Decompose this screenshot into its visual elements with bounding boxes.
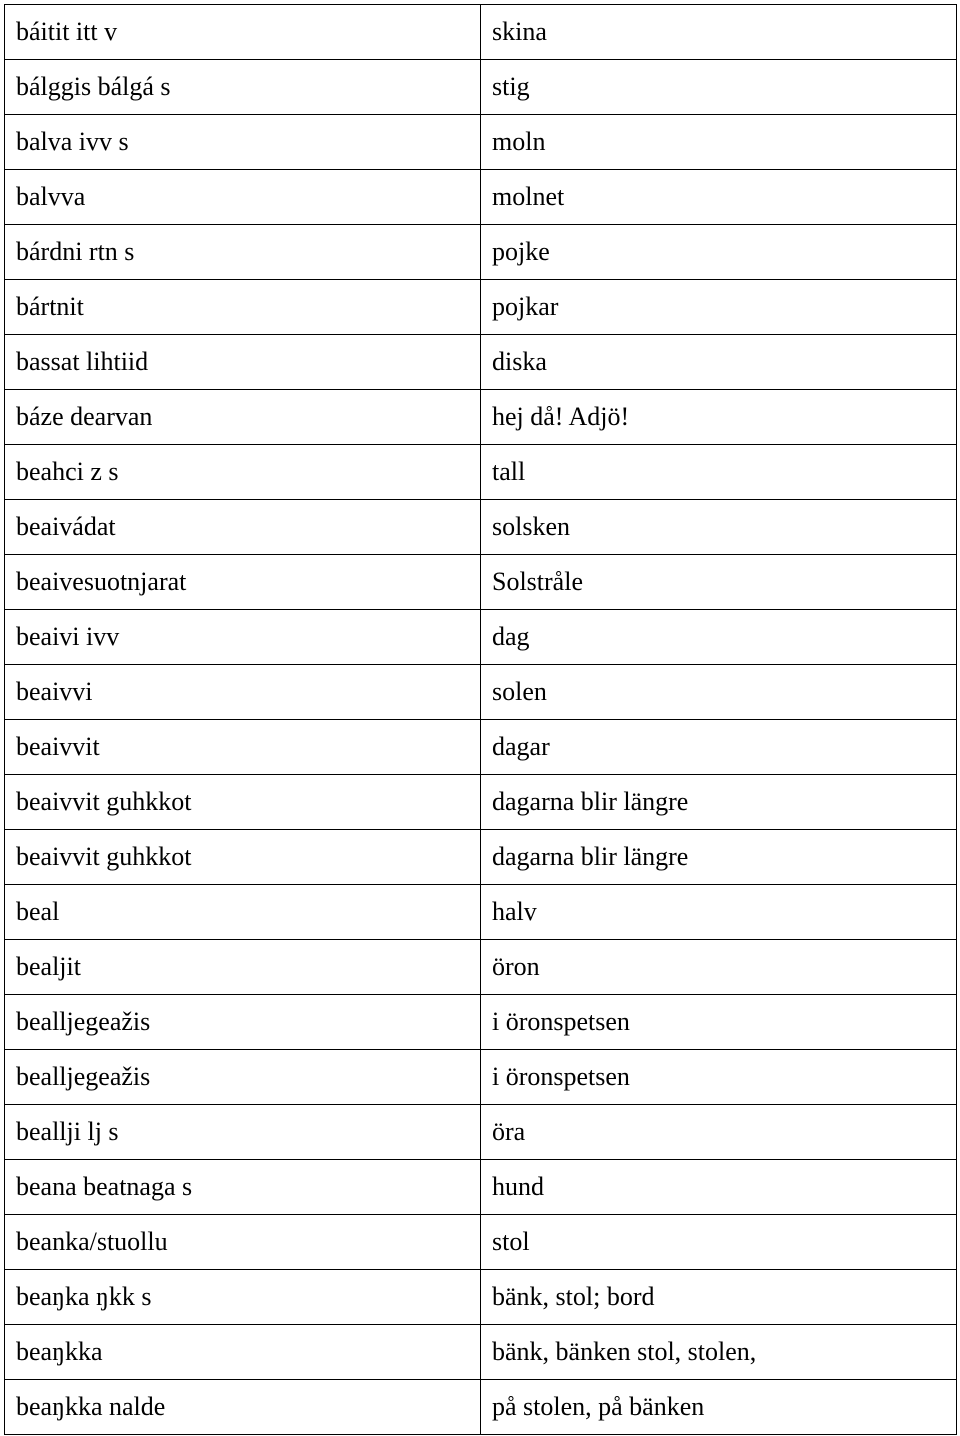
table-row [5, 830, 957, 885]
table-row [5, 1380, 957, 1435]
sami-word-cell: beal [5, 885, 481, 940]
sami-word-cell: beaivvit guhkkot [5, 775, 481, 830]
swedish-translation-cell: tall [481, 445, 957, 500]
table-row [5, 445, 957, 500]
swedish-translation-cell: i öronspetsen [481, 1050, 957, 1105]
table-row [5, 60, 957, 115]
sami-word-cell: beaŋkka [5, 1325, 481, 1380]
sami-word-cell: bealjit [5, 940, 481, 995]
swedish-translation-cell: bänk, stol; bord [481, 1270, 957, 1325]
swedish-translation-cell: hund [481, 1160, 957, 1215]
swedish-translation-cell: molnet [481, 170, 957, 225]
table-row [5, 500, 957, 555]
table-row [5, 1325, 957, 1380]
swedish-translation-cell: pojke [481, 225, 957, 280]
sami-word-cell: beaivvit guhkkot [5, 830, 481, 885]
swedish-translation-cell: solsken [481, 500, 957, 555]
swedish-translation-cell: öra [481, 1105, 957, 1160]
swedish-translation-cell: i öronspetsen [481, 995, 957, 1050]
glossary-body [5, 5, 957, 1435]
swedish-translation-cell: dagarna blir längre [481, 830, 957, 885]
table-row [5, 390, 957, 445]
sami-word-cell: beana beatnaga s [5, 1160, 481, 1215]
swedish-translation-cell: på stolen, på bänken [481, 1380, 957, 1435]
table-row [5, 555, 957, 610]
swedish-translation-cell: hej då! Adjö! [481, 390, 957, 445]
swedish-translation-cell: stol [481, 1215, 957, 1270]
table-row [5, 995, 957, 1050]
sami-word-cell: beaivádat [5, 500, 481, 555]
swedish-translation-cell: pojkar [481, 280, 957, 335]
swedish-translation-cell: dagarna blir längre [481, 775, 957, 830]
swedish-translation-cell: stig [481, 60, 957, 115]
table-row [5, 335, 957, 390]
swedish-translation-cell: öron [481, 940, 957, 995]
table-row [5, 665, 957, 720]
glossary-table [4, 4, 957, 1435]
swedish-translation-cell: Solstråle [481, 555, 957, 610]
sami-word-cell: beanka/stuollu [5, 1215, 481, 1270]
sami-word-cell: bártnit [5, 280, 481, 335]
table-row [5, 225, 957, 280]
sami-word-cell: beaŋka ŋkk s [5, 1270, 481, 1325]
table-row [5, 1215, 957, 1270]
swedish-translation-cell: skina [481, 5, 957, 60]
table-row [5, 1160, 957, 1215]
table-row [5, 885, 957, 940]
swedish-translation-cell: solen [481, 665, 957, 720]
table-row [5, 280, 957, 335]
table-row [5, 5, 957, 60]
sami-word-cell: beaŋkka nalde [5, 1380, 481, 1435]
table-row [5, 115, 957, 170]
swedish-translation-cell: diska [481, 335, 957, 390]
swedish-translation-cell: halv [481, 885, 957, 940]
sami-word-cell: beaivi ivv [5, 610, 481, 665]
table-row [5, 940, 957, 995]
table-row [5, 610, 957, 665]
sami-word-cell: beaivesuotnjarat [5, 555, 481, 610]
sami-word-cell: báze dearvan [5, 390, 481, 445]
sami-word-cell: balvva [5, 170, 481, 225]
sami-word-cell: bárdni rtn s [5, 225, 481, 280]
table-row [5, 1050, 957, 1105]
sami-word-cell: bálggis bálgá s [5, 60, 481, 115]
swedish-translation-cell: dag [481, 610, 957, 665]
table-row [5, 1270, 957, 1325]
sami-word-cell: beallji lj s [5, 1105, 481, 1160]
sami-word-cell: bealljegeažis [5, 995, 481, 1050]
sami-word-cell: bealljegeažis [5, 1050, 481, 1105]
table-row [5, 170, 957, 225]
table-row [5, 775, 957, 830]
sami-word-cell: beahci z s [5, 445, 481, 500]
table-row [5, 720, 957, 775]
sami-word-cell: balva ivv s [5, 115, 481, 170]
sami-word-cell: beaivvit [5, 720, 481, 775]
swedish-translation-cell: bänk, bänken stol, stolen, [481, 1325, 957, 1380]
sami-word-cell: bassat lihtiid [5, 335, 481, 390]
swedish-translation-cell: moln [481, 115, 957, 170]
sami-word-cell: beaivvi [5, 665, 481, 720]
swedish-translation-cell: dagar [481, 720, 957, 775]
table-row [5, 1105, 957, 1160]
sami-word-cell: báitit itt v [5, 5, 481, 60]
